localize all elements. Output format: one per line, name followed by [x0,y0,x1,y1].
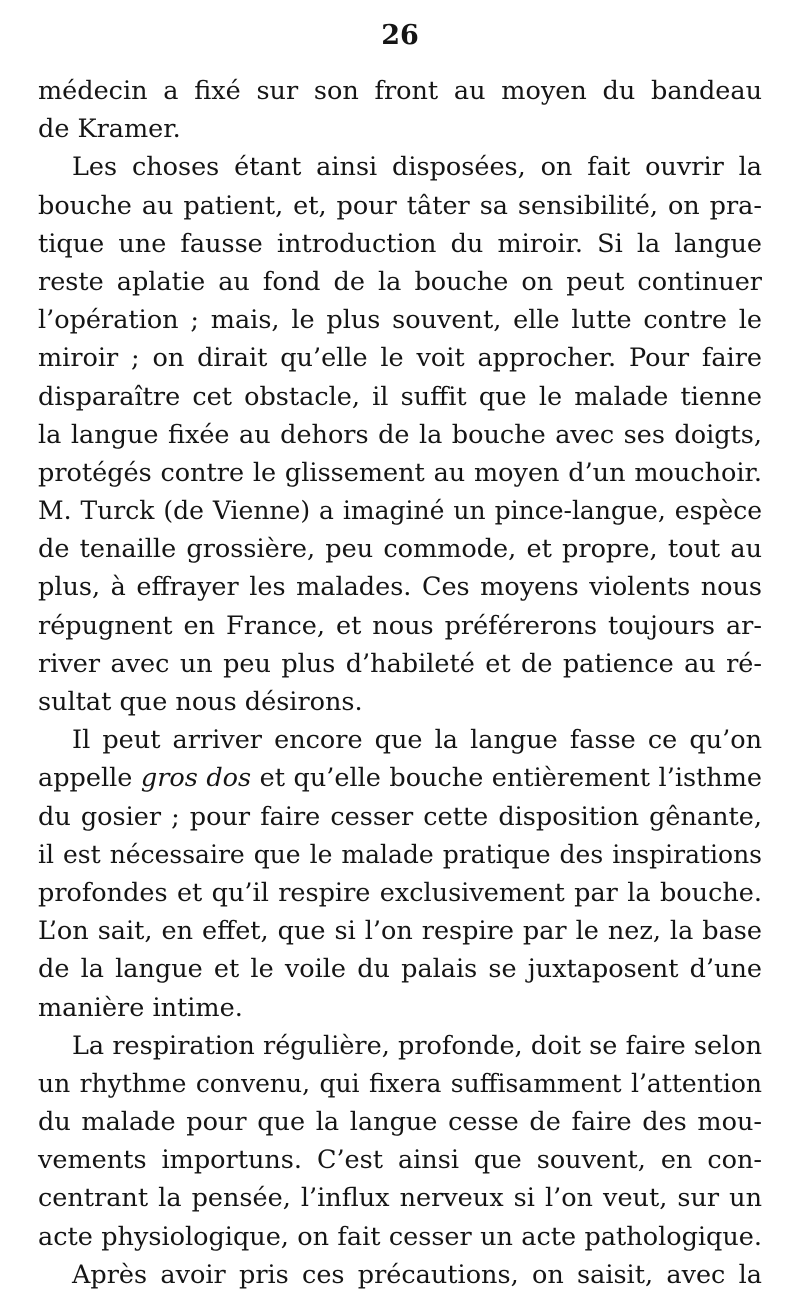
text-line: sultat que nous désirons. [38,687,363,717]
text-line: de la langue et le voile du palais se juxtaposent d’une [38,954,762,985]
text-line: centrant la pensée, l’influx nerveux si l’on veut, sur un [38,1183,762,1214]
text-run: et qu’elle bouche entièrement l’isthme [251,763,763,794]
text-line: tique une fausse introduction du miroir. Si la langue [38,228,762,259]
text-line: vements importuns. C’est ainsi que souvent, en con- [38,1145,762,1176]
text-line: protégés contre le glissement au moyen d’un mouchoir. [38,457,762,488]
text-line: du gosier ; pour faire cesser cette disposition gênante, [38,801,762,832]
text-line: l’opération ; mais, le plus souvent, elle lutte contre le [38,305,762,336]
text-line: bouche au patient, et, pour tâter sa sensibilité, on pra- [38,190,762,221]
text-line-with-italic [38,759,762,797]
text-run: appelle [38,763,141,794]
text-line: La respiration régulière, profonde, doit se faire selon [72,1030,762,1061]
text-line: un rhythme convenu, qui fixera suffisamment l’attention [38,1068,762,1098]
text-line: de Kramer. [38,114,181,145]
text-line: Il peut arriver encore que la langue fasse ce qu’on [72,725,762,756]
text-line: miroir ; on dirait qu’elle le voit approcher. Pour faire [38,343,762,374]
text-line: acte physiologique, on fait cesser un acte pathologique. [38,1221,762,1252]
text-line: répugnent en France, et nous préférerons toujours ar- [38,610,762,641]
text-line: manière intime. [38,992,243,1023]
text-line: du malade pour que la langue cesse de faire des mou- [38,1107,762,1138]
text-line: Après avoir pris ces précautions, on saisit, avec la [72,1259,762,1290]
text-line: médecin a fixé sur son front au moyen du bandeau [38,76,762,106]
text-line: plus, à effrayer les malades. Ces moyens violents nous [38,572,762,603]
text-line: la langue fixée au dehors de la bouche avec ses doigts, [38,419,762,450]
text-line: reste aplatie au fond de la bouche on peut continuer [38,266,762,297]
text-line: M. Turck (de Vienne) a imaginé un pince-langue, espèce [38,496,762,526]
text-line: river avec un peu plus d’habileté et de patience au ré- [38,648,762,679]
italic-term: gros dos [140,763,252,794]
text-line: disparaître cet obstacle, il suffit que le malade tienne [38,381,762,412]
text-line: de tenaille grossière, peu commode, et propre, tout au [38,534,762,565]
text-line: il est nécessaire que le malade pratique des inspirations [38,839,762,869]
page-number: 26 [381,20,419,51]
text-line: profondes et qu’il respire exclusivement par la bouche. [38,877,762,908]
body-text [38,72,762,1294]
text-line: Les choses étant ainsi disposées, on fait ouvrir la [72,152,762,183]
text-line: L’on sait, en effet, que si l’on respire par le nez, la base [38,916,762,947]
